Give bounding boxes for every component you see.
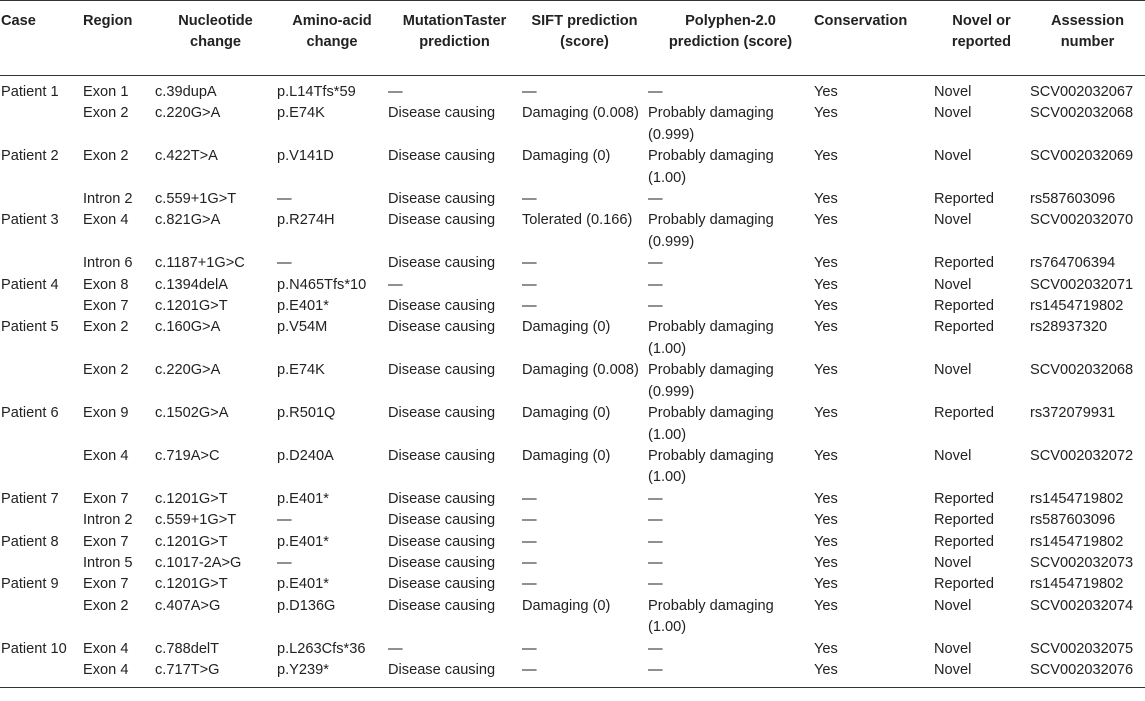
novel-reported-cell: Novel [934, 597, 972, 614]
novel-reported-cell: Reported [934, 191, 995, 208]
nucleotide-change-cell: c.1201G>T [155, 490, 228, 507]
mutationtaster-cell: Disease causing [388, 512, 496, 529]
conservation-cell: Yes [814, 105, 838, 122]
case-cell [0, 510, 82, 531]
region-cell: Exon 9 [83, 405, 129, 422]
region-cell: Exon 2 [83, 362, 129, 379]
sift-cell: Tolerated (0.166) [522, 212, 633, 229]
case-cell: Patient 5 [1, 319, 59, 336]
mutationtaster-cell: Disease causing [388, 576, 496, 593]
sift-cell: Damaging (0.008) [522, 362, 639, 379]
novel-reported-cell: Novel [934, 212, 972, 229]
region-cell: Exon 2 [83, 148, 129, 165]
region-cell: Exon 4 [83, 447, 129, 464]
nucleotide-change-cell: c.1187+1G>C [155, 255, 245, 272]
polyphen-cell: — [648, 554, 663, 571]
sift-cell: — [522, 554, 537, 571]
region-cell: Intron 2 [83, 191, 133, 208]
table-row [0, 403, 1145, 446]
novel-reported-cell: Novel [934, 640, 972, 657]
case-cell: Patient 4 [1, 276, 59, 293]
assession-number-cell: SCV002032076 [1029, 660, 1145, 688]
amino-acid-change-cell: p.E401* [277, 576, 329, 593]
table-row [0, 489, 1145, 510]
mutationtaster-cell: — [388, 84, 403, 100]
nucleotide-change-cell: c.559+1G>T [155, 191, 237, 208]
sift-cell: Damaging (0) [522, 148, 611, 165]
nucleotide-change-cell: c.220G>A [155, 105, 221, 122]
assession-number-cell: rs372079931 [1030, 405, 1116, 422]
amino-acid-change-cell: p.E401* [277, 533, 329, 550]
header-nucleotide-change: Nucleotide change [154, 1, 276, 76]
case-cell [0, 446, 82, 489]
sift-cell: — [521, 660, 647, 688]
mutationtaster-cell: Disease causing [388, 148, 496, 165]
region-cell: Exon 2 [83, 105, 129, 122]
region-cell: Exon 1 [83, 84, 129, 100]
region-cell: Exon 7 [83, 490, 129, 507]
sift-cell: — [522, 298, 537, 315]
assession-number-cell: rs1454719802 [1030, 490, 1124, 507]
nucleotide-change-cell: c.1502G>A [155, 405, 229, 422]
polyphen-cell: — [648, 276, 663, 293]
assession-number-cell: rs587603096 [1030, 512, 1116, 529]
header-sift-prediction: SIFT prediction (score) [521, 1, 647, 76]
sift-cell: — [522, 640, 537, 657]
table-header [0, 1, 1145, 76]
mutationtaster-cell: Disease causing [387, 660, 521, 688]
sift-cell: Damaging (0) [522, 319, 611, 336]
novel-reported-cell: Reported [934, 319, 995, 336]
table-row [0, 103, 1145, 146]
conservation-cell: Yes [814, 405, 838, 422]
novel-reported-cell: Novel [933, 660, 1029, 688]
polyphen-cell: — [648, 490, 663, 507]
table-row [0, 639, 1145, 660]
sift-cell: Damaging (0.008) [522, 105, 639, 122]
amino-acid-change-cell: p.E74K [277, 362, 325, 379]
sift-cell: — [522, 576, 537, 593]
polyphen-cell: Probably damaging (1.00) [648, 447, 774, 486]
assession-number-cell: SCV002032072 [1030, 447, 1134, 464]
header-row [0, 1, 1145, 76]
amino-acid-change-cell: p.Y239* [276, 660, 387, 688]
novel-reported-cell: Novel [934, 447, 972, 464]
sift-cell: — [522, 191, 537, 208]
header-conservation: Conservation [813, 1, 933, 76]
table-row [0, 253, 1145, 274]
table-row [0, 146, 1145, 189]
amino-acid-change-cell: p.L14Tfs*59 [277, 84, 356, 100]
conservation-cell: Yes [814, 84, 838, 100]
table-row [0, 189, 1145, 210]
polyphen-cell: Probably damaging (0.999) [648, 105, 774, 143]
mutationtaster-cell: Disease causing [388, 447, 496, 464]
amino-acid-change-cell: — [277, 255, 292, 272]
polyphen-cell: — [648, 533, 663, 550]
mutationtaster-cell: Disease causing [388, 490, 496, 507]
case-cell [0, 360, 82, 403]
nucleotide-change-cell: c.559+1G>T [155, 512, 237, 529]
polyphen-cell: Probably damaging (1.00) [648, 597, 774, 636]
assession-number-cell: rs764706394 [1030, 255, 1116, 272]
case-cell: Patient 7 [1, 490, 59, 507]
assession-number-cell: rs1454719802 [1030, 533, 1124, 550]
region-cell: Intron 2 [83, 512, 133, 529]
sift-cell: — [522, 490, 537, 507]
amino-acid-change-cell: p.D136G [277, 597, 336, 614]
case-cell [0, 660, 82, 688]
nucleotide-change-cell: c.422T>A [155, 148, 218, 165]
table-row [0, 76, 1145, 104]
case-cell [0, 596, 82, 639]
assession-number-cell: SCV002032070 [1030, 212, 1134, 229]
assession-number-cell: rs1454719802 [1030, 298, 1124, 315]
conservation-cell: Yes [814, 362, 838, 379]
amino-acid-change-cell: p.E401* [277, 298, 329, 315]
novel-reported-cell: Novel [934, 148, 972, 165]
polyphen-cell: Probably damaging (1.00) [648, 405, 774, 443]
nucleotide-change-cell: c.407A>G [155, 597, 221, 614]
case-cell [0, 189, 82, 210]
mutationtaster-cell: Disease causing [388, 533, 496, 550]
novel-reported-cell: Reported [934, 533, 995, 550]
novel-reported-cell: Reported [934, 512, 995, 529]
polyphen-cell: Probably damaging (0.999) [648, 212, 774, 250]
assession-number-cell: SCV002032075 [1030, 640, 1134, 657]
nucleotide-change-cell: c.1201G>T [155, 533, 228, 550]
region-cell: Exon 7 [83, 533, 129, 550]
assession-number-cell: SCV002032068 [1030, 105, 1134, 122]
region-cell: Exon 2 [83, 319, 129, 336]
case-cell: Patient 3 [1, 212, 59, 229]
conservation-cell: Yes [814, 447, 838, 464]
case-cell: Patient 6 [1, 405, 59, 422]
amino-acid-change-cell: p.R501Q [277, 405, 336, 422]
polyphen-cell: — [648, 84, 663, 100]
table-row [0, 360, 1145, 403]
assession-number-cell: SCV002032073 [1030, 554, 1134, 571]
mutationtaster-cell: Disease causing [388, 191, 496, 208]
region-cell: Exon 4 [83, 212, 129, 229]
sift-cell: — [522, 276, 537, 293]
conservation-cell: Yes [814, 191, 838, 208]
mutationtaster-cell: Disease causing [388, 554, 496, 571]
amino-acid-change-cell: — [277, 191, 292, 208]
region-cell: Exon 2 [83, 597, 129, 614]
mutationtaster-cell: Disease causing [388, 298, 496, 315]
amino-acid-change-cell: p.R274H [277, 212, 335, 229]
table-row [0, 317, 1145, 360]
amino-acid-change-cell: p.E74K [277, 105, 325, 122]
mutationtaster-cell: Disease causing [388, 212, 496, 229]
header-novel-or-reported: Novel or reported [933, 1, 1029, 76]
table-row [0, 532, 1145, 553]
region-cell: Exon 8 [83, 276, 129, 293]
region-cell: Intron 6 [83, 255, 133, 272]
case-cell: Patient 9 [1, 576, 59, 593]
conservation-cell: Yes [814, 212, 838, 229]
header-region: Region [82, 1, 154, 76]
novel-reported-cell: Reported [934, 255, 995, 272]
polyphen-cell: — [648, 512, 663, 529]
table-row [0, 574, 1145, 595]
nucleotide-change-cell: c.788delT [155, 640, 220, 657]
table-row [0, 660, 1145, 688]
nucleotide-change-cell: c.1394delA [155, 276, 229, 293]
sift-cell: — [522, 84, 537, 100]
header-polyphen-prediction: Polyphen-2.0 prediction (score) [647, 1, 813, 76]
assession-number-cell: SCV002032067 [1030, 84, 1134, 100]
sift-cell: Damaging (0) [522, 405, 611, 422]
nucleotide-change-cell: c.1201G>T [155, 298, 228, 315]
nucleotide-change-cell: c.717T>G [154, 660, 276, 688]
novel-reported-cell: Reported [934, 298, 995, 315]
assession-number-cell: rs1454719802 [1030, 576, 1124, 593]
conservation-cell: Yes [814, 276, 838, 293]
novel-reported-cell: Novel [934, 362, 972, 379]
polyphen-cell: — [647, 660, 813, 688]
case-cell: Patient 1 [1, 84, 59, 100]
assession-number-cell: SCV002032068 [1030, 362, 1134, 379]
sift-cell: — [522, 255, 537, 272]
conservation-cell: Yes [814, 512, 838, 529]
amino-acid-change-cell: — [277, 554, 292, 571]
polyphen-cell: — [648, 298, 663, 315]
region-cell: Exon 4 [82, 660, 154, 688]
mutationtaster-cell: Disease causing [388, 362, 496, 379]
polyphen-cell: Probably damaging (1.00) [648, 319, 774, 357]
conservation-cell: Yes [814, 597, 838, 614]
nucleotide-change-cell: c.160G>A [155, 319, 221, 336]
table-row [0, 210, 1145, 253]
mutationtaster-cell: Disease causing [388, 319, 496, 336]
sift-cell: Damaging (0) [522, 597, 611, 614]
conservation-cell: Yes [814, 255, 838, 272]
nucleotide-change-cell: c.1017-2A>G [155, 554, 242, 571]
assession-number-cell: SCV002032071 [1030, 276, 1134, 293]
table-row [0, 553, 1145, 574]
conservation-cell: Yes [814, 640, 838, 657]
polyphen-cell: — [648, 191, 663, 208]
polyphen-cell: Probably damaging (1.00) [648, 148, 774, 186]
sift-cell: — [522, 512, 537, 529]
case-cell [0, 253, 82, 274]
novel-reported-cell: Novel [934, 84, 972, 100]
conservation-cell: Yes [813, 660, 933, 688]
polyphen-cell: — [648, 576, 663, 593]
case-cell [0, 103, 82, 146]
conservation-cell: Yes [814, 533, 838, 550]
case-cell [0, 296, 82, 317]
polyphen-cell: — [648, 255, 663, 272]
assession-number-cell: rs587603096 [1030, 191, 1116, 208]
amino-acid-change-cell: p.N465Tfs*10 [277, 276, 367, 293]
nucleotide-change-cell: c.821G>A [155, 212, 221, 229]
mutationtaster-cell: — [388, 640, 403, 657]
amino-acid-change-cell: — [277, 512, 292, 529]
conservation-cell: Yes [814, 319, 838, 336]
conservation-cell: Yes [814, 490, 838, 507]
nucleotide-change-cell: c.1201G>T [155, 576, 228, 593]
amino-acid-change-cell: p.E401* [277, 490, 329, 507]
header-amino-acid-change: Amino-acid change [276, 1, 387, 76]
header-assession-number: Assession number [1029, 1, 1145, 76]
assession-number-cell: SCV002032074 [1030, 597, 1134, 614]
table-row [0, 510, 1145, 531]
table-row [0, 275, 1145, 296]
sift-cell: — [522, 533, 537, 550]
assession-number-cell: rs28937320 [1030, 319, 1108, 336]
novel-reported-cell: Novel [934, 554, 972, 571]
table-row [0, 596, 1145, 639]
table-row [0, 446, 1145, 489]
novel-reported-cell: Novel [934, 276, 972, 293]
mutationtaster-cell: Disease causing [388, 597, 496, 614]
conservation-cell: Yes [814, 554, 838, 571]
case-cell: Patient 8 [1, 533, 59, 550]
novel-reported-cell: Reported [934, 405, 995, 422]
novel-reported-cell: Reported [934, 576, 995, 593]
conservation-cell: Yes [814, 298, 838, 315]
nucleotide-change-cell: c.39dupA [155, 84, 217, 100]
conservation-cell: Yes [814, 148, 838, 165]
amino-acid-change-cell: p.D240A [277, 447, 334, 464]
mutationtaster-cell: Disease causing [388, 405, 496, 422]
novel-reported-cell: Reported [934, 490, 995, 507]
region-cell: Exon 7 [83, 298, 129, 315]
polyphen-cell: Probably damaging (0.999) [648, 362, 774, 400]
case-cell: Patient 2 [1, 148, 59, 165]
conservation-cell: Yes [814, 576, 838, 593]
case-cell: Patient 10 [1, 640, 67, 657]
amino-acid-change-cell: p.L263Cfs*36 [277, 640, 366, 657]
assession-number-cell: SCV002032069 [1030, 148, 1134, 165]
header-case: Case [0, 1, 82, 76]
region-cell: Exon 4 [83, 640, 129, 657]
header-mutationtaster-prediction: MutationTaster prediction [387, 1, 521, 76]
mutationtaster-cell: Disease causing [388, 105, 496, 122]
amino-acid-change-cell: p.V54M [277, 319, 328, 336]
region-cell: Exon 7 [83, 576, 129, 593]
table-row [0, 296, 1145, 317]
amino-acid-change-cell: p.V141D [277, 148, 334, 165]
nucleotide-change-cell: c.719A>C [155, 447, 220, 464]
case-cell [0, 553, 82, 574]
mutationtaster-cell: Disease causing [388, 255, 496, 272]
polyphen-cell: — [648, 640, 663, 657]
novel-reported-cell: Novel [934, 105, 972, 122]
mutationtaster-cell: — [388, 276, 403, 293]
table-body [0, 76, 1145, 688]
region-cell: Intron 5 [83, 554, 133, 571]
nucleotide-change-cell: c.220G>A [155, 362, 221, 379]
sift-cell: Damaging (0) [522, 447, 611, 464]
